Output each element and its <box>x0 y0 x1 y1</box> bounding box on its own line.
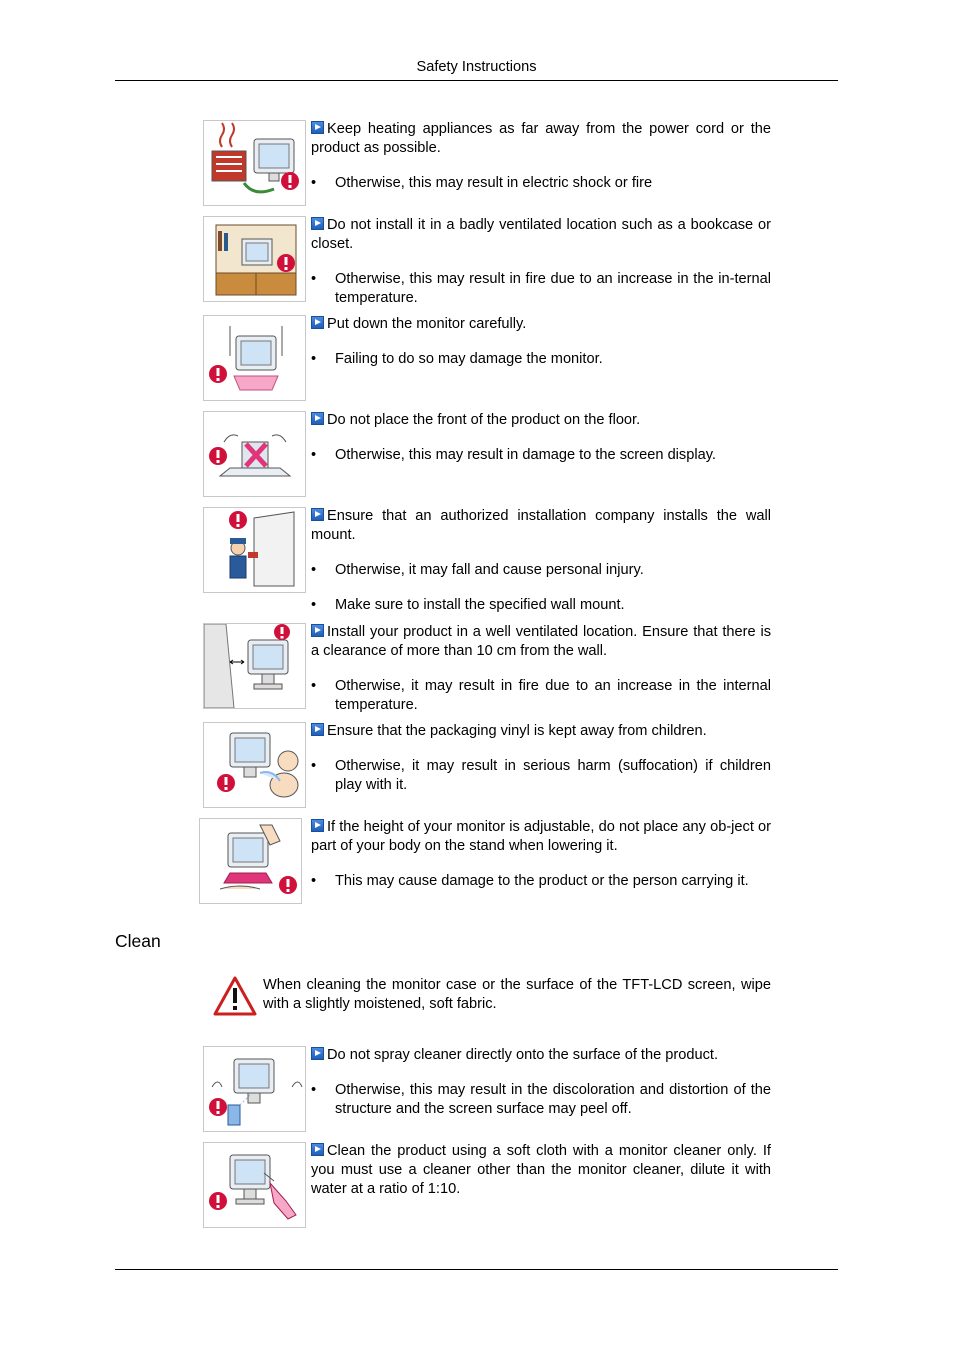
header-rule <box>115 80 838 81</box>
bullet-item: • Failing to do so may damage the monitor. <box>311 350 771 369</box>
safety-item-text <box>311 216 771 324</box>
arrow-icon <box>311 1047 324 1060</box>
bullet-item: • Make sure to install the specified wall mount. <box>311 596 771 615</box>
safety-item-main: Do not install it in a badly ventilated location such as a bookcase or closet. <box>311 217 771 252</box>
heater-warning-illustration <box>203 120 306 206</box>
soft-cloth-illustration <box>203 1142 306 1228</box>
safety-item-main: Clean the product using a soft cloth with a monitor cleaner only. If you must use a cleaner other than the monitor cleaner, dilute it with water at a ratio of 1:10. <box>311 1143 771 1197</box>
wall-mount-illustration <box>203 507 306 593</box>
safety-item-text <box>311 507 771 631</box>
arrow-icon <box>311 819 324 832</box>
safety-item-main: Install your product in a well ventilated location. Ensure that there is a clearance of more than 10 cm from the wall. <box>311 624 771 659</box>
caution-text: When cleaning the monitor case or the surface of the TFT-LCD screen, wipe with a slightly moistened, soft fabric. <box>263 977 771 1012</box>
safety-item-text <box>311 120 771 209</box>
safety-item-text <box>311 623 771 731</box>
footer-rule <box>115 1269 838 1270</box>
arrow-icon <box>311 412 324 425</box>
safety-item-main: Do not place the front of the product on the floor. <box>327 412 641 428</box>
safety-item-text <box>311 818 771 907</box>
bullet-item: • Otherwise, it may result in serious harm (suffocation) if children play with it. <box>311 757 771 795</box>
spray-cleaner-illustration <box>203 1046 306 1132</box>
safety-item-main: Ensure that the packaging vinyl is kept away from children. <box>327 723 707 739</box>
safety-item-main: Put down the monitor carefully. <box>327 316 527 332</box>
safety-item-text <box>311 315 771 385</box>
section-title-clean: Clean <box>115 931 161 951</box>
height-adjust-illustration <box>199 818 302 904</box>
safety-item-main: Keep heating appliances as far away from the power cord or the product as possible. <box>311 121 771 156</box>
bullet-item: • Otherwise, this may result in damage to the screen display. <box>311 446 771 465</box>
bullet-item: • Otherwise, this may result in electric shock or fire <box>311 174 771 193</box>
safety-item-text <box>311 411 771 481</box>
arrow-icon <box>311 508 324 521</box>
safety-item-main: If the height of your monitor is adjustable, do not place any ob-ject or part of your body on the stand when lowering it. <box>311 819 771 854</box>
arrow-icon <box>311 723 324 736</box>
safety-item-text <box>311 1046 771 1135</box>
bullet-item: • Otherwise, it may result in fire due to an increase in the internal temperature. <box>311 677 771 715</box>
arrow-icon <box>311 1143 324 1156</box>
safety-item-main: Ensure that an authorized installation company installs the wall mount. <box>311 508 771 543</box>
arrow-icon <box>311 121 324 134</box>
safety-item-main: Do not spray cleaner directly onto the surface of the product. <box>327 1047 719 1063</box>
wall-clearance-illustration <box>203 623 306 709</box>
bullet-item: • Otherwise, this may result in fire due to an increase in the in-ternal temperature. <box>311 270 771 308</box>
arrow-icon <box>311 316 324 329</box>
bullet-item: • Otherwise, this may result in the discoloration and distortion of the structure and the screen surface may peel off. <box>311 1081 771 1119</box>
caution-triangle-icon <box>213 976 257 1016</box>
bullet-item: • Otherwise, it may fall and cause personal injury. <box>311 561 771 580</box>
bookcase-warning-illustration <box>203 216 306 302</box>
monitor-putdown-illustration <box>203 315 306 401</box>
monitor-face-down-illustration <box>203 411 306 497</box>
safety-item-text <box>311 722 771 811</box>
safety-item-text <box>311 1142 771 1199</box>
bullet-item: • This may cause damage to the product or the person carrying it. <box>311 872 771 891</box>
arrow-icon <box>311 624 324 637</box>
arrow-icon <box>311 217 324 230</box>
vinyl-children-illustration <box>203 722 306 808</box>
page-header-title: Safety Instructions <box>416 59 537 75</box>
